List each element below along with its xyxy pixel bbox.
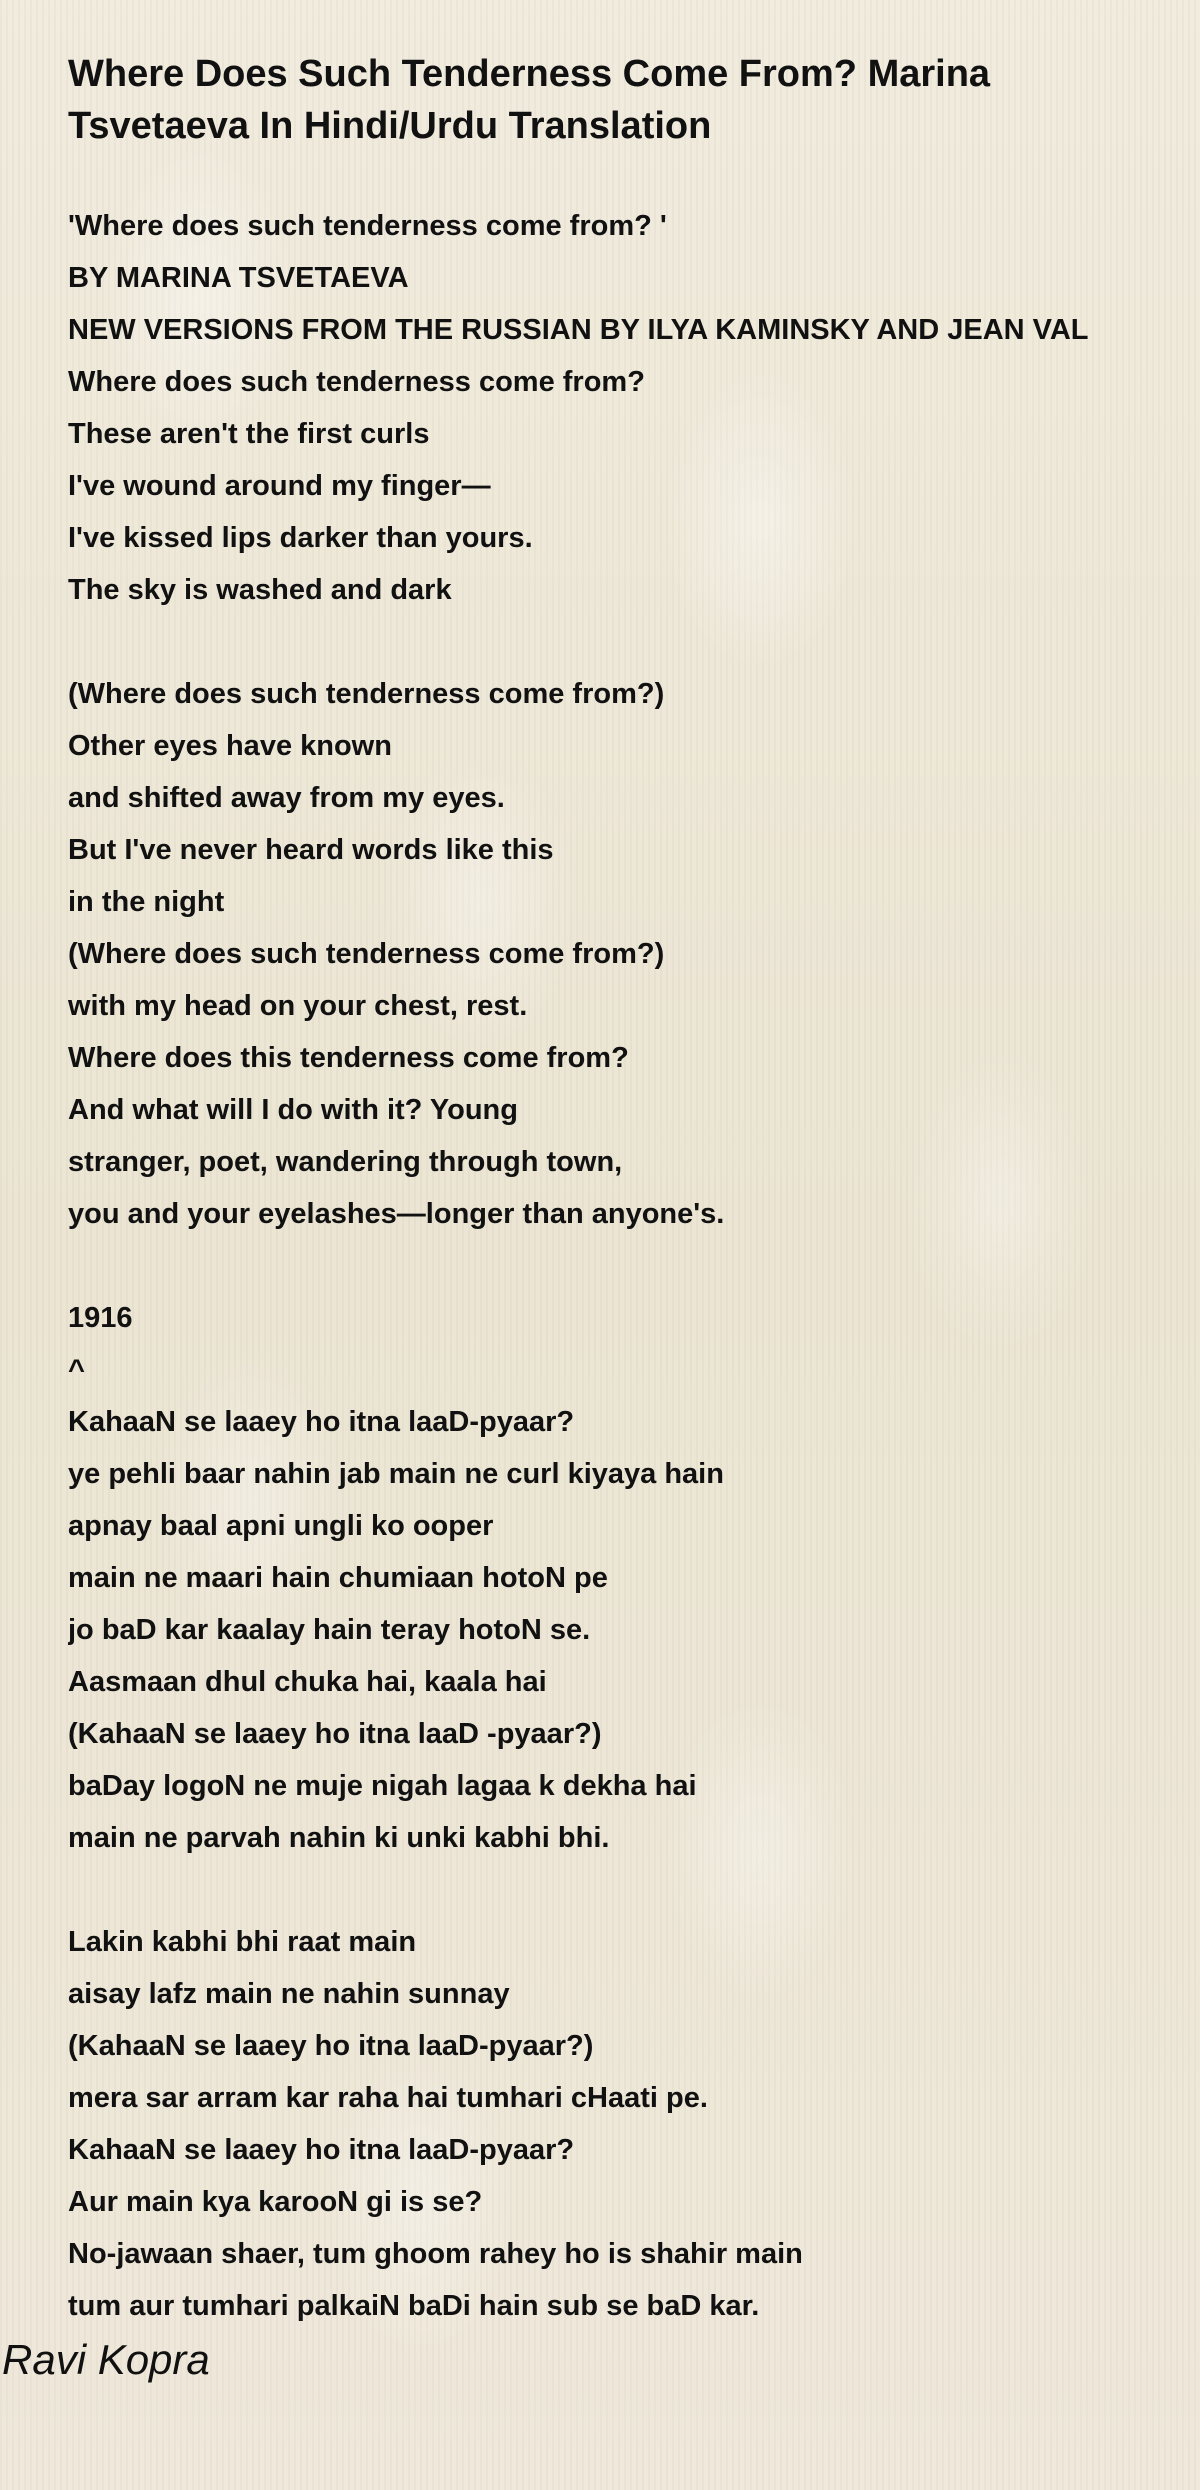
poem-line: ^	[68, 1354, 85, 1386]
poem-line: aisay lafz main ne nahin sunnay	[68, 1978, 510, 2010]
poem-line: No-jawaan shaer, tum ghoom rahey ho is shahir main	[68, 2238, 803, 2270]
poem-line: Aur main kya karooN gi is se?	[68, 2186, 483, 2218]
poem-body	[68, 200, 1200, 2332]
poem-page	[68, 48, 1200, 2490]
poem-line: BY MARINA TSVETAEVA	[68, 262, 409, 294]
poem-line: and shifted away from my eyes.	[68, 782, 505, 814]
poem-line: ye pehli baar nahin jab main ne curl kiyaya hain	[68, 1458, 724, 1490]
poem-line: stranger, poet, wandering through town,	[68, 1146, 623, 1178]
poem-line: with my head on your chest, rest.	[68, 990, 528, 1022]
poem-line: Where does such tenderness come from?	[68, 366, 645, 398]
poem-line: KahaaN se laaey ho itna laaD-pyaar?	[68, 2134, 575, 2166]
poem-line: main ne maari hain chumiaan hotoN pe	[68, 1562, 608, 1594]
poem-line: (KahaaN se laaey ho itna laaD-pyaar?)	[68, 2030, 594, 2062]
poem-line: I've kissed lips darker than yours.	[68, 522, 533, 554]
poem-line: These aren't the first curls	[68, 418, 430, 450]
stanza-break	[68, 1864, 1200, 1916]
stanza-break	[68, 1240, 1200, 1292]
poem-line: Lakin kabhi bhi raat main	[68, 1926, 417, 1958]
poem-line: (Where does such tenderness come from?)	[68, 678, 665, 710]
poem-line: (Where does such tenderness come from?)	[68, 938, 665, 970]
poem-line: Where does this tenderness come from?	[68, 1042, 629, 1074]
poem-line: (KahaaN se laaey ho itna laaD -pyaar?)	[68, 1718, 602, 1750]
poem-line: But I've never heard words like this	[68, 834, 554, 866]
poem-line: you and your eyelashes—longer than anyone's.	[68, 1198, 725, 1230]
stanza-break	[68, 616, 1200, 668]
poem-line: baDay logoN ne muje nigah lagaa k dekha hai	[68, 1770, 697, 1802]
poem-line: I've wound around my finger—	[68, 470, 491, 502]
poem-line: tum aur tumhari palkaiN baDi hain sub se baD kar.	[68, 2290, 760, 2322]
page-title: Where Does Such Tenderness Come From? Marina Tsvetaeva In Hindi/Urdu Translation	[68, 53, 991, 147]
poem-line: apnay baal apni ungli ko ooper	[68, 1510, 494, 1542]
poem-line: mera sar arram kar raha hai tumhari cHaati pe.	[68, 2082, 708, 2114]
poem-line: jo baD kar kaalay hain teray hotoN se.	[68, 1614, 591, 1646]
poem-line: Aasmaan dhul chuka hai, kaala hai	[68, 1666, 547, 1698]
poem-line: Other eyes have known	[68, 730, 392, 762]
poem-line: in the night	[68, 886, 225, 918]
poem-line: 1916	[68, 1302, 133, 1334]
poem-line: And what will I do with it? Young	[68, 1094, 518, 1126]
poem-line: 'Where does such tenderness come from? '	[68, 210, 667, 242]
poem-line: The sky is washed and dark	[68, 574, 452, 606]
poem-line: main ne parvah nahin ki unki kabhi bhi.	[68, 1822, 610, 1854]
poem-line: NEW VERSIONS FROM THE RUSSIAN BY ILYA KAMINSKY AND JEAN VAL	[68, 314, 1089, 346]
poem-line: KahaaN se laaey ho itna laaD-pyaar?	[68, 1406, 575, 1438]
author-signature: Ravi Kopra	[2, 2336, 210, 2383]
